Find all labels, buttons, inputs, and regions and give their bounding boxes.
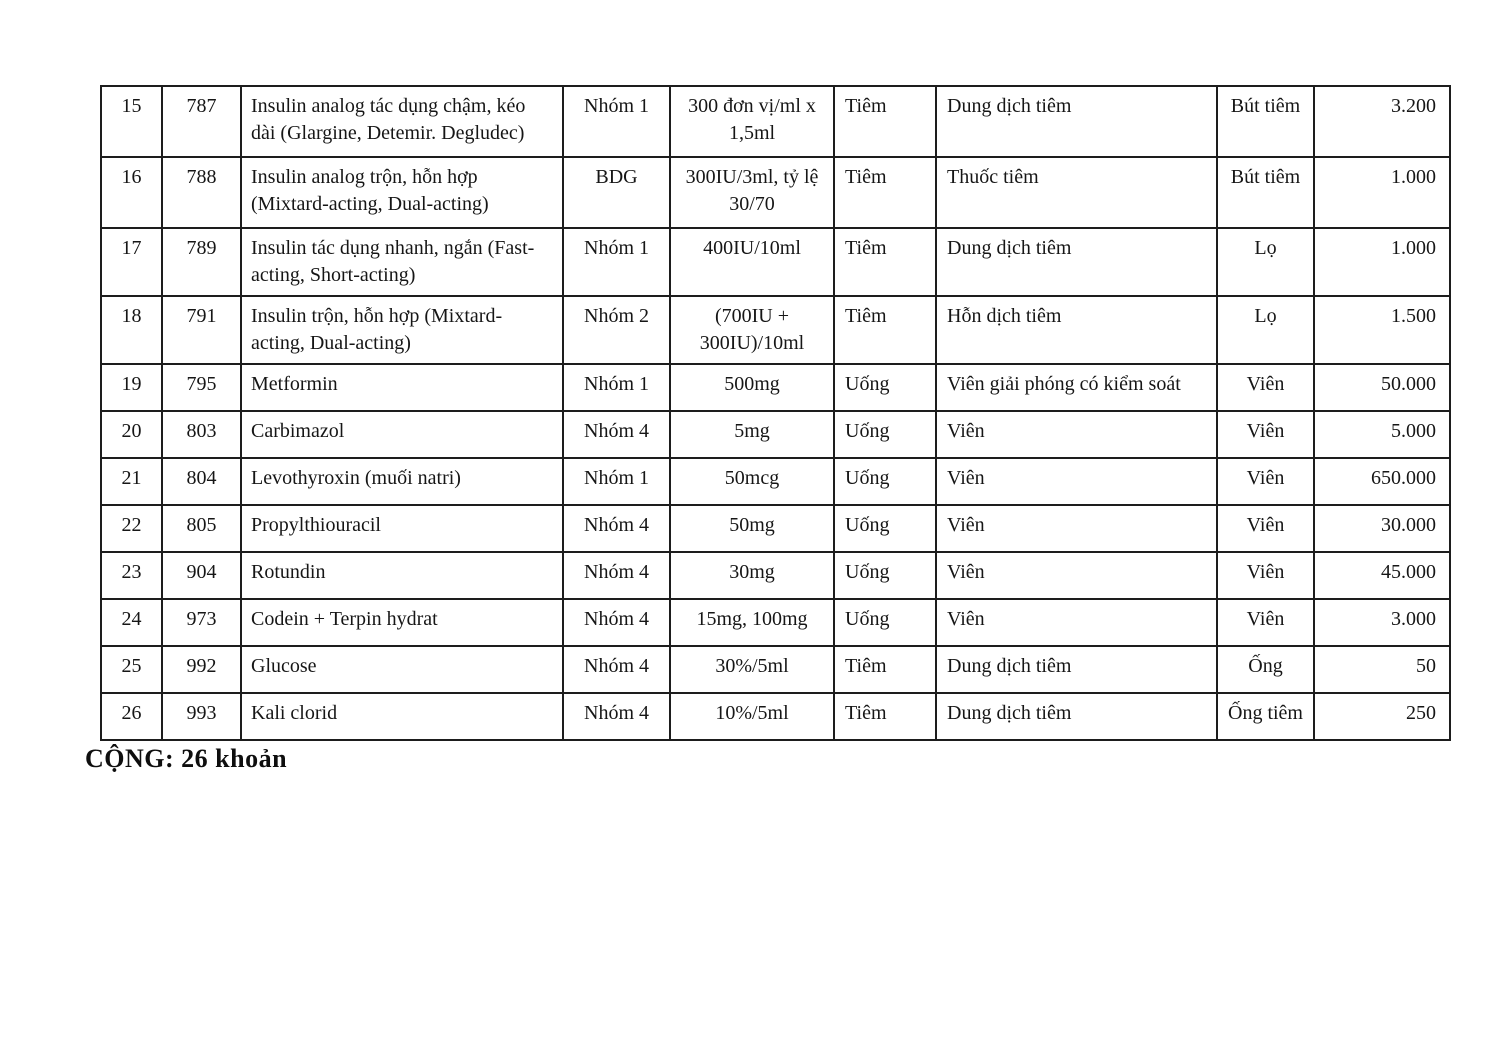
cell-code: 973	[162, 599, 241, 646]
cell-stt: 26	[101, 693, 162, 740]
cell-name: Glucose	[241, 646, 563, 693]
cell-group: Nhóm 4	[563, 552, 670, 599]
cell-qty: 30.000	[1314, 505, 1450, 552]
cell-unit: Bút tiêm	[1217, 157, 1314, 228]
cell-code: 791	[162, 296, 241, 364]
cell-qty: 50.000	[1314, 364, 1450, 411]
cell-unit: Lọ	[1217, 296, 1314, 364]
table-row	[101, 505, 1450, 552]
cell-route: Uống	[834, 411, 936, 458]
cell-group: Nhóm 1	[563, 228, 670, 296]
table-row	[101, 157, 1450, 228]
cell-route: Tiêm	[834, 86, 936, 157]
cell-name: Codein + Terpin hydrat	[241, 599, 563, 646]
cell-qty: 1.500	[1314, 296, 1450, 364]
cell-name: Rotundin	[241, 552, 563, 599]
cell-stt: 22	[101, 505, 162, 552]
cell-unit: Viên	[1217, 599, 1314, 646]
cell-name: Propylthiouracil	[241, 505, 563, 552]
cell-group: Nhóm 4	[563, 411, 670, 458]
cell-route: Uống	[834, 505, 936, 552]
cell-unit: Viên	[1217, 505, 1314, 552]
table-row	[101, 228, 1450, 296]
cell-unit: Viên	[1217, 411, 1314, 458]
cell-qty: 1.000	[1314, 228, 1450, 296]
table-row	[101, 411, 1450, 458]
cell-code: 804	[162, 458, 241, 505]
cell-unit: Bút tiêm	[1217, 86, 1314, 157]
cell-stt: 19	[101, 364, 162, 411]
cell-route: Uống	[834, 458, 936, 505]
cell-spec: 30mg	[670, 552, 834, 599]
cell-spec: 300IU/3ml, tỷ lệ 30/70	[670, 157, 834, 228]
cell-code: 992	[162, 646, 241, 693]
cell-form: Dung dịch tiêm	[936, 86, 1217, 157]
cell-name: Levothyroxin (muối natri)	[241, 458, 563, 505]
cell-route: Tiêm	[834, 296, 936, 364]
cell-unit: Viên	[1217, 364, 1314, 411]
cell-unit: Ống tiêm	[1217, 693, 1314, 740]
cell-spec: 400IU/10ml	[670, 228, 834, 296]
cell-spec: 50mcg	[670, 458, 834, 505]
cell-spec: 300 đơn vị/ml x 1,5ml	[670, 86, 834, 157]
cell-route: Tiêm	[834, 693, 936, 740]
cell-group: Nhóm 4	[563, 693, 670, 740]
cell-name: Metformin	[241, 364, 563, 411]
cell-code: 805	[162, 505, 241, 552]
cell-qty: 3.000	[1314, 599, 1450, 646]
cell-unit: Viên	[1217, 552, 1314, 599]
cell-spec: 5mg	[670, 411, 834, 458]
cell-code: 904	[162, 552, 241, 599]
cell-qty: 5.000	[1314, 411, 1450, 458]
cell-unit: Viên	[1217, 458, 1314, 505]
cell-route: Tiêm	[834, 646, 936, 693]
cell-spec: 500mg	[670, 364, 834, 411]
cell-code: 787	[162, 86, 241, 157]
cell-code: 789	[162, 228, 241, 296]
table-row	[101, 693, 1450, 740]
table-row	[101, 599, 1450, 646]
cell-qty: 3.200	[1314, 86, 1450, 157]
cell-qty: 50	[1314, 646, 1450, 693]
cell-name: Kali clorid	[241, 693, 563, 740]
table-row	[101, 364, 1450, 411]
cell-code: 993	[162, 693, 241, 740]
cell-form: Viên	[936, 599, 1217, 646]
cell-name: Insulin tác dụng nhanh, ngắn (Fast-acting, Short-acting)	[241, 228, 563, 296]
table-row	[101, 646, 1450, 693]
cell-spec: 50mg	[670, 505, 834, 552]
cell-group: Nhóm 2	[563, 296, 670, 364]
table-row	[101, 86, 1450, 157]
table-row	[101, 552, 1450, 599]
cell-route: Uống	[834, 599, 936, 646]
cell-spec: (700IU + 300IU)/10ml	[670, 296, 834, 364]
cell-stt: 23	[101, 552, 162, 599]
cell-stt: 24	[101, 599, 162, 646]
cell-form: Hỗn dịch tiêm	[936, 296, 1217, 364]
table-row	[101, 296, 1450, 364]
cell-name: Carbimazol	[241, 411, 563, 458]
cell-form: Viên giải phóng có kiểm soát	[936, 364, 1217, 411]
cell-form: Viên	[936, 411, 1217, 458]
cell-form: Dung dịch tiêm	[936, 693, 1217, 740]
cell-spec: 30%/5ml	[670, 646, 834, 693]
cell-spec: 10%/5ml	[670, 693, 834, 740]
cell-unit: Lọ	[1217, 228, 1314, 296]
cell-form: Viên	[936, 505, 1217, 552]
total-items-label: CỘNG: 26 khoản	[85, 744, 288, 773]
cell-name: Insulin analog trộn, hỗn hợp (Mixtard-acting, Dual-acting)	[241, 157, 563, 228]
cell-form: Thuốc tiêm	[936, 157, 1217, 228]
cell-qty: 650.000	[1314, 458, 1450, 505]
cell-stt: 25	[101, 646, 162, 693]
cell-name: Insulin analog tác dụng chậm, kéo dài (Glargine, Detemir. Degludec)	[241, 86, 563, 157]
cell-stt: 20	[101, 411, 162, 458]
cell-stt: 15	[101, 86, 162, 157]
drug-list-table	[100, 85, 1451, 741]
cell-route: Tiêm	[834, 157, 936, 228]
cell-group: Nhóm 1	[563, 364, 670, 411]
cell-stt: 17	[101, 228, 162, 296]
table-row	[101, 458, 1450, 505]
cell-group: Nhóm 1	[563, 86, 670, 157]
cell-route: Uống	[834, 364, 936, 411]
cell-form: Viên	[936, 552, 1217, 599]
cell-form: Viên	[936, 458, 1217, 505]
cell-group: Nhóm 4	[563, 646, 670, 693]
cell-unit: Ống	[1217, 646, 1314, 693]
cell-group: Nhóm 1	[563, 458, 670, 505]
cell-code: 788	[162, 157, 241, 228]
cell-spec: 15mg, 100mg	[670, 599, 834, 646]
cell-qty: 45.000	[1314, 552, 1450, 599]
cell-route: Uống	[834, 552, 936, 599]
cell-qty: 1.000	[1314, 157, 1450, 228]
cell-code: 803	[162, 411, 241, 458]
cell-group: Nhóm 4	[563, 599, 670, 646]
cell-qty: 250	[1314, 693, 1450, 740]
cell-group: BDG	[563, 157, 670, 228]
cell-stt: 16	[101, 157, 162, 228]
cell-stt: 18	[101, 296, 162, 364]
cell-code: 795	[162, 364, 241, 411]
drug-table-body	[101, 86, 1450, 740]
cell-form: Dung dịch tiêm	[936, 646, 1217, 693]
cell-route: Tiêm	[834, 228, 936, 296]
cell-form: Dung dịch tiêm	[936, 228, 1217, 296]
cell-stt: 21	[101, 458, 162, 505]
cell-name: Insulin trộn, hỗn hợp (Mixtard-acting, Dual-acting)	[241, 296, 563, 364]
cell-group: Nhóm 4	[563, 505, 670, 552]
